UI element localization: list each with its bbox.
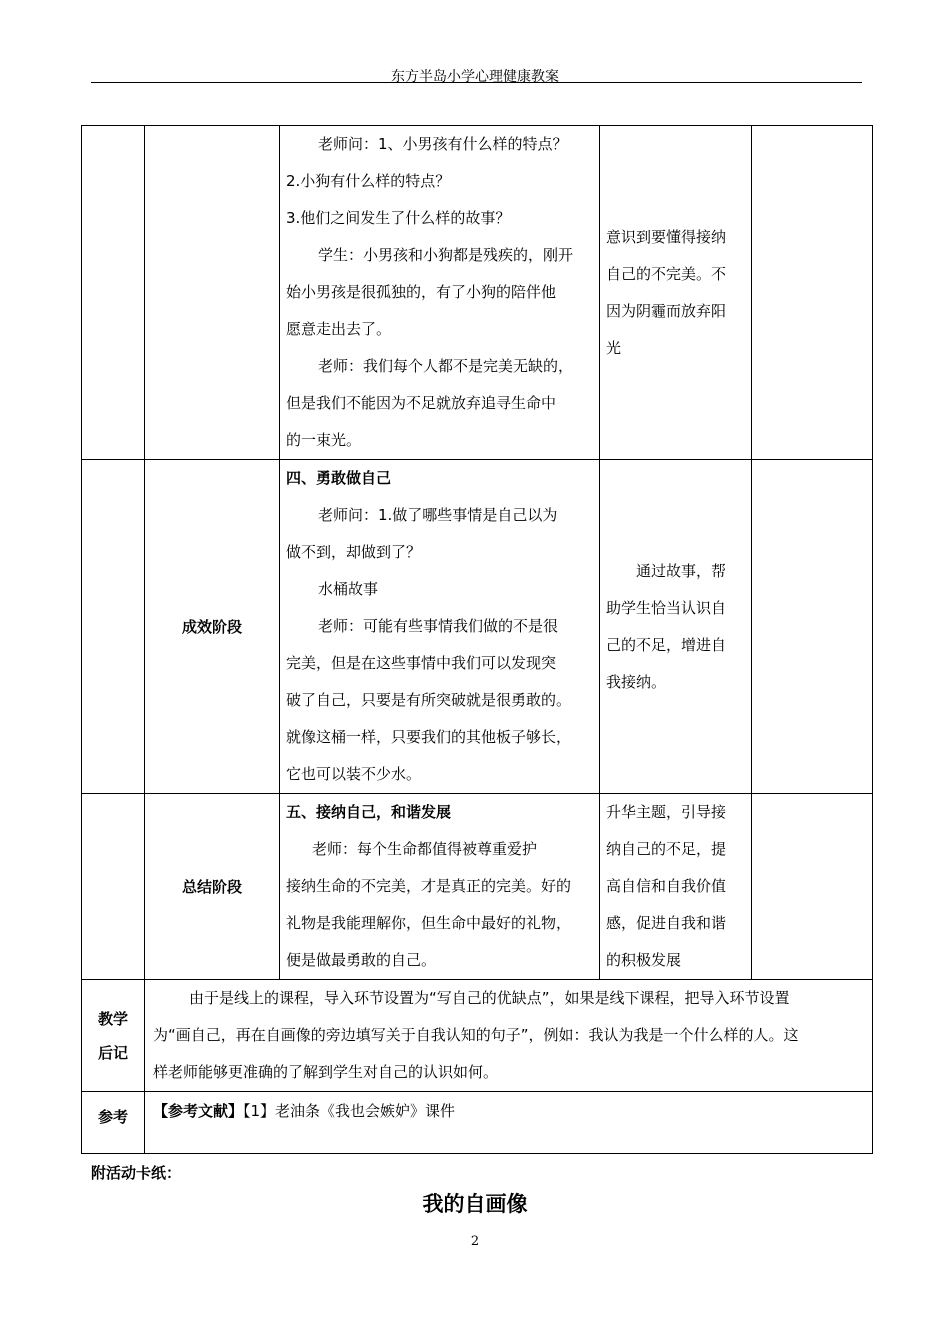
- page-header: 东方半岛小学心理健康教案: [391, 69, 559, 85]
- lesson-table: [81, 125, 873, 1154]
- design-line: 的积极发展: [606, 951, 682, 969]
- process-line: 礼物是我能理解你，但生命中最好的礼物，: [286, 914, 572, 932]
- design-line: 因为阴霾而放弃阳: [606, 301, 727, 320]
- card-title: 我的自画像: [422, 1192, 528, 1216]
- design-cell: [600, 126, 752, 460]
- process-line: 老师问：1.做了哪些事情是自己以为: [318, 506, 558, 524]
- empty-cell: [82, 460, 145, 794]
- process-cell: [280, 794, 600, 980]
- design-line: 己的不足，增进自: [606, 635, 727, 654]
- design-cell: [600, 460, 752, 794]
- process-line: 老师：每个生命都值得被尊重爱护: [312, 840, 538, 858]
- process-line: 3.他们之间发生了什么样的故事？: [286, 209, 511, 227]
- empty-cell: [82, 126, 145, 460]
- design-line: 纳自己的不足，提: [606, 840, 727, 858]
- design-line: 自己的不完美。不: [606, 264, 727, 283]
- notes-line: 样老师能够更准确的了解到学生对自己的认识如何。: [153, 1063, 499, 1081]
- notes-label: [82, 980, 145, 1092]
- section-heading: 四、勇敢做自己: [286, 469, 392, 487]
- design-line: 高自信和自我价值: [606, 877, 727, 895]
- ref-cell: [145, 1092, 873, 1154]
- ref-heading: 【参考文献】: [153, 1102, 244, 1120]
- ref-label: 参考: [82, 1092, 145, 1154]
- process-cell: [280, 126, 600, 460]
- section-heading: 五、接纳自己，和谐发展: [286, 803, 452, 821]
- process-line: 学生：小男孩和小狗都是残疾的，刚开: [318, 246, 574, 264]
- process-line: 便是做最勇敢的自己。: [286, 951, 437, 969]
- header-rule: [91, 82, 862, 83]
- design-line: 感，促进自我和谐: [606, 914, 727, 932]
- process-line: 它也可以装不少水。: [286, 765, 422, 783]
- design-line: 意识到要懂得接纳: [606, 227, 727, 246]
- process-line: 愿意走出去了。: [286, 320, 392, 338]
- process-line: 就像这桶一样，只要我们的其他板子够长，: [286, 728, 572, 746]
- notes-label-line: 教学: [97, 1009, 128, 1028]
- notes-line: 为“画自己，再在自画像的旁边填写关于自我认知的句子”，例如：我认为我是一个什么样的人。这: [153, 1026, 799, 1044]
- process-line: 始小男孩是很孤独的，有了小狗的陪伴他: [286, 283, 557, 301]
- ref-item: 【1】老油条《我也会嫉妒》课件: [243, 1102, 456, 1120]
- process-line: 老师：我们每个人都不是完美无缺的，: [318, 357, 574, 375]
- process-line: 的一束光。: [286, 431, 362, 449]
- stage-label: 总结阶段: [145, 794, 280, 980]
- process-line: 水桶故事: [318, 580, 379, 598]
- process-line: 接纳生命的不完美，才是真正的完美。好的: [286, 877, 572, 895]
- notes-line: 由于是线上的课程，导入环节设置为“写自己的优缺点”，如果是线下课程，把导入环节设置: [189, 989, 790, 1007]
- process-cell: [280, 460, 600, 794]
- empty-cell: [82, 794, 145, 980]
- process-line: 破了自己，只要是有所突破就是很勇敢的。: [286, 691, 572, 709]
- process-line: 老师问：1、小男孩有什么样的特点？: [318, 135, 568, 153]
- table-row: [82, 126, 873, 460]
- table-row: [82, 794, 873, 980]
- page-number: 2: [470, 1234, 480, 1249]
- design-line: 我接纳。: [606, 672, 667, 691]
- design-line: 升华主题，引导接: [606, 803, 727, 821]
- design-line: 光: [606, 338, 622, 357]
- process-line: 老师：可能有些事情我们做的不是很: [318, 617, 559, 635]
- process-line: 做不到，却做到了？: [286, 543, 422, 561]
- empty-cell: [752, 460, 873, 794]
- table-row: [82, 980, 873, 1092]
- table-row: [82, 460, 873, 794]
- empty-cell: [752, 126, 873, 460]
- notes-label-line: 后记: [97, 1043, 128, 1062]
- table-row: [82, 1092, 873, 1154]
- empty-cell: [752, 794, 873, 980]
- activity-label: 附活动卡纸：: [91, 1164, 182, 1182]
- stage-cell: [145, 126, 280, 460]
- design-line: 助学生恰当认识自: [606, 598, 727, 617]
- design-cell: [600, 794, 752, 980]
- process-line: 2.小狗有什么样的特点？: [286, 172, 451, 190]
- notes-cell: [145, 980, 873, 1092]
- process-line: 但是我们不能因为不足就放弃追寻生命中: [286, 394, 557, 412]
- process-line: 完美，但是在这些事情中我们可以发现突: [286, 654, 557, 672]
- stage-label: 成效阶段: [145, 460, 280, 794]
- design-line: 通过故事，帮: [606, 561, 727, 580]
